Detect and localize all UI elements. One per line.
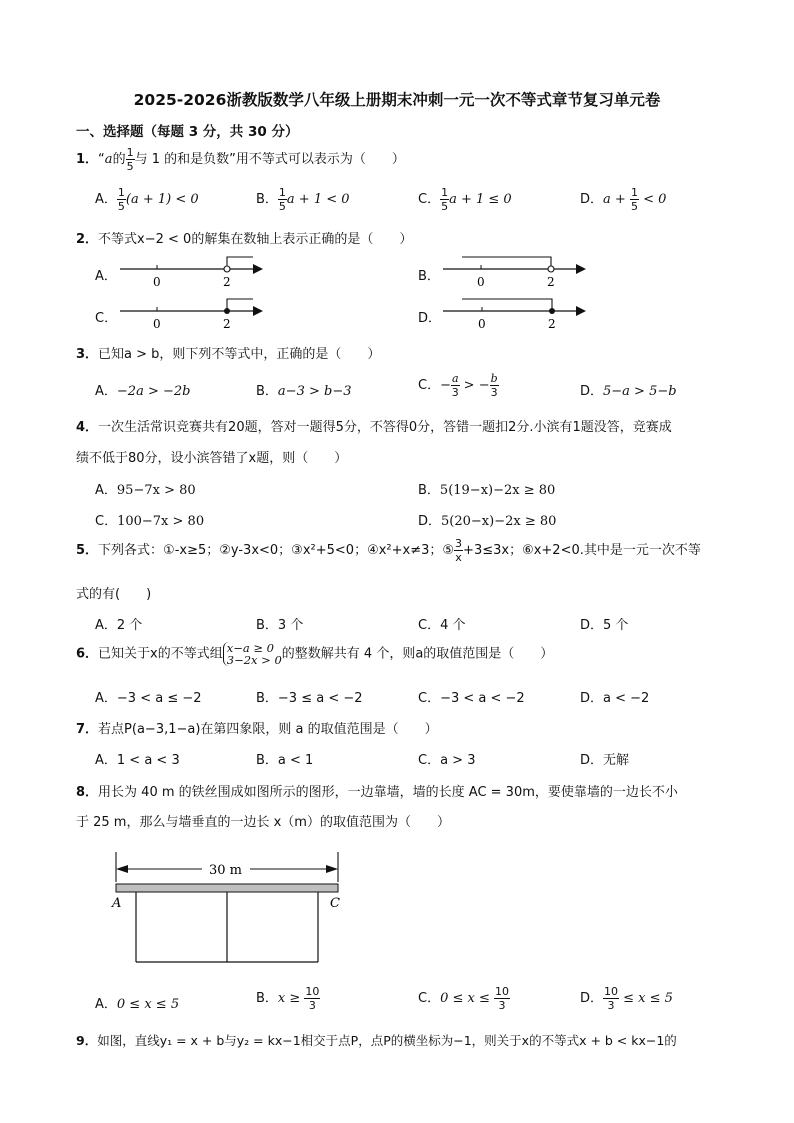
question-5-line-1: 5．下列各式：①-x≥5；②y-3x<0；③x²+5<0；④x²+x≠3；⑤ $\frac{3}{x}$ +3≤3x；⑥x+2<0.其中是一元一次不等	[76, 537, 701, 564]
question-number: 1．	[76, 152, 99, 167]
q2-option-a-label[interactable]: A．	[95, 269, 117, 284]
point-a-label: A	[112, 896, 122, 911]
svg-text:0: 0	[477, 275, 485, 289]
q1-option-d[interactable]: D．a + $\frac{1}{5}$ < 0	[580, 186, 667, 213]
question-8-line-2: 于 25 m，那么与墙垂直的一边长 x（m）的取值范围为（ ）	[76, 815, 450, 830]
question-2: 2．不等式x−2 < 0的解集在数轴上表示正确的是（ ）	[76, 232, 413, 247]
q1-option-c[interactable]: C． $\frac{1}{5}$ a + 1 ≤ 0	[418, 186, 512, 213]
svg-text:2: 2	[548, 317, 556, 331]
svg-text:2: 2	[223, 275, 231, 289]
number-line-b	[438, 252, 593, 292]
q8-option-b[interactable]: B．x ≥ $\frac{10}{3}$	[256, 985, 320, 1012]
q8-option-c[interactable]: C．0 ≤ x ≤ $\frac{10}{3}$	[418, 985, 509, 1012]
question-4-line-2: 绩不低于80分，设小滨答错了x题，则（ ）	[76, 451, 348, 466]
question-9: 9．如图，直线y₁ = x + b与y₂ = kx−1相交于点P，点P的横坐标为−1，则关于x的不等式x + b < kx−1的	[76, 1033, 677, 1048]
q3-option-b[interactable]: B．a−3 > b−3	[256, 384, 352, 399]
q5-option-a[interactable]: A．2 个	[95, 618, 143, 633]
svg-text:2: 2	[547, 275, 555, 289]
q6-option-d[interactable]: D．a < −2	[580, 691, 650, 706]
q6-option-c[interactable]: C．−3 < a < −2	[418, 691, 525, 706]
q1-option-a[interactable]: A． $\frac{1}{5}$ (a + 1) < 0	[95, 186, 199, 213]
section-heading: 一、选择题（每题 3 分，共 30 分）	[76, 124, 299, 140]
svg-text:0: 0	[153, 275, 161, 289]
question-3: 3．已知a > b，则下列不等式中，正确的是（ ）	[76, 347, 381, 362]
q3-option-c[interactable]: C．− $\frac{a}{3}$ > − $\frac{b}{3}$	[418, 372, 498, 399]
question-5-line-2: 式的有( )	[76, 587, 152, 602]
q5-option-b[interactable]: B．3 个	[256, 618, 304, 633]
fence-diagram	[108, 848, 358, 968]
q8-option-d[interactable]: D． $\frac{10}{3}$ ≤ x ≤ 5	[580, 985, 673, 1012]
svg-text:0: 0	[153, 317, 161, 331]
q4-option-c[interactable]: C．100−7x > 80	[95, 514, 205, 529]
q1-option-b[interactable]: B． $\frac{1}{5}$ a + 1 < 0	[256, 186, 350, 213]
q5-option-d[interactable]: D．5 个	[580, 618, 629, 633]
q2-option-d-label[interactable]: D．	[418, 311, 442, 326]
q4-option-d[interactable]: D．5(20−x)−2x ≥ 80	[418, 514, 557, 529]
question-1: 1．“a的 $\frac{1}{5}$ 与 1 的和是负数”用不等式可以表示为（ ）	[76, 146, 405, 173]
q7-option-c[interactable]: C．a > 3	[418, 753, 476, 768]
question-7: 7．若点P(a−3,1−a)在第四象限，则 a 的取值范围是（ ）	[76, 722, 438, 737]
q3-option-d[interactable]: D．5−a > 5−b	[580, 384, 677, 399]
q4-option-b[interactable]: B．5(19−x)−2x ≥ 80	[418, 483, 556, 498]
q6-option-a[interactable]: A．−3 < a ≤ −2	[95, 691, 202, 706]
point-c-label: C	[330, 896, 340, 911]
dimension-label: 30 m	[209, 863, 243, 878]
page-title: 2025-2026浙教版数学八年级上册期末冲刺一元一次不等式章节复习单元卷	[133, 91, 661, 109]
question-6: 6．已知关于x的不等式组 x−a ≥ 0 3−2x > 0 的整数解共有 4 个，则a的取值范围是（ ）	[76, 641, 554, 668]
svg-text:0: 0	[478, 317, 486, 331]
question-4-line-1: 4．一次生活常识竞赛共有20题，答对一题得5分，不答得0分，答错一题扣2分.小滨有1题没答，竞赛成	[76, 420, 672, 435]
fraction: $\frac{1}{5}$	[126, 146, 134, 173]
q2-option-b-label[interactable]: B．	[418, 269, 440, 284]
inequality-system: x−a ≥ 0 3−2x > 0	[223, 642, 282, 666]
q3-option-a[interactable]: A．−2a > −2b	[95, 384, 191, 399]
number-line-a	[115, 252, 270, 292]
q5-option-c[interactable]: C．4 个	[418, 618, 466, 633]
q7-option-d[interactable]: D．无解	[580, 753, 630, 768]
q4-option-a[interactable]: A．95−7x > 80	[95, 483, 196, 498]
svg-text:2: 2	[223, 317, 231, 331]
q7-option-b[interactable]: B．a < 1	[256, 753, 314, 768]
question-8-line-1: 8．用长为 40 m 的铁丝围成如图所示的图形，一边靠墙，墙的长度 AC = 30m，要使靠墙的一边长不小	[76, 785, 678, 800]
number-line-c	[115, 294, 270, 334]
q8-option-a[interactable]: A．0 ≤ x ≤ 5	[95, 997, 180, 1012]
q6-option-b[interactable]: B．−3 ≤ a < −2	[256, 691, 363, 706]
q2-option-c-label[interactable]: C．	[95, 311, 118, 326]
number-line-d	[438, 294, 593, 334]
q7-option-a[interactable]: A．1 < a < 3	[95, 753, 180, 768]
